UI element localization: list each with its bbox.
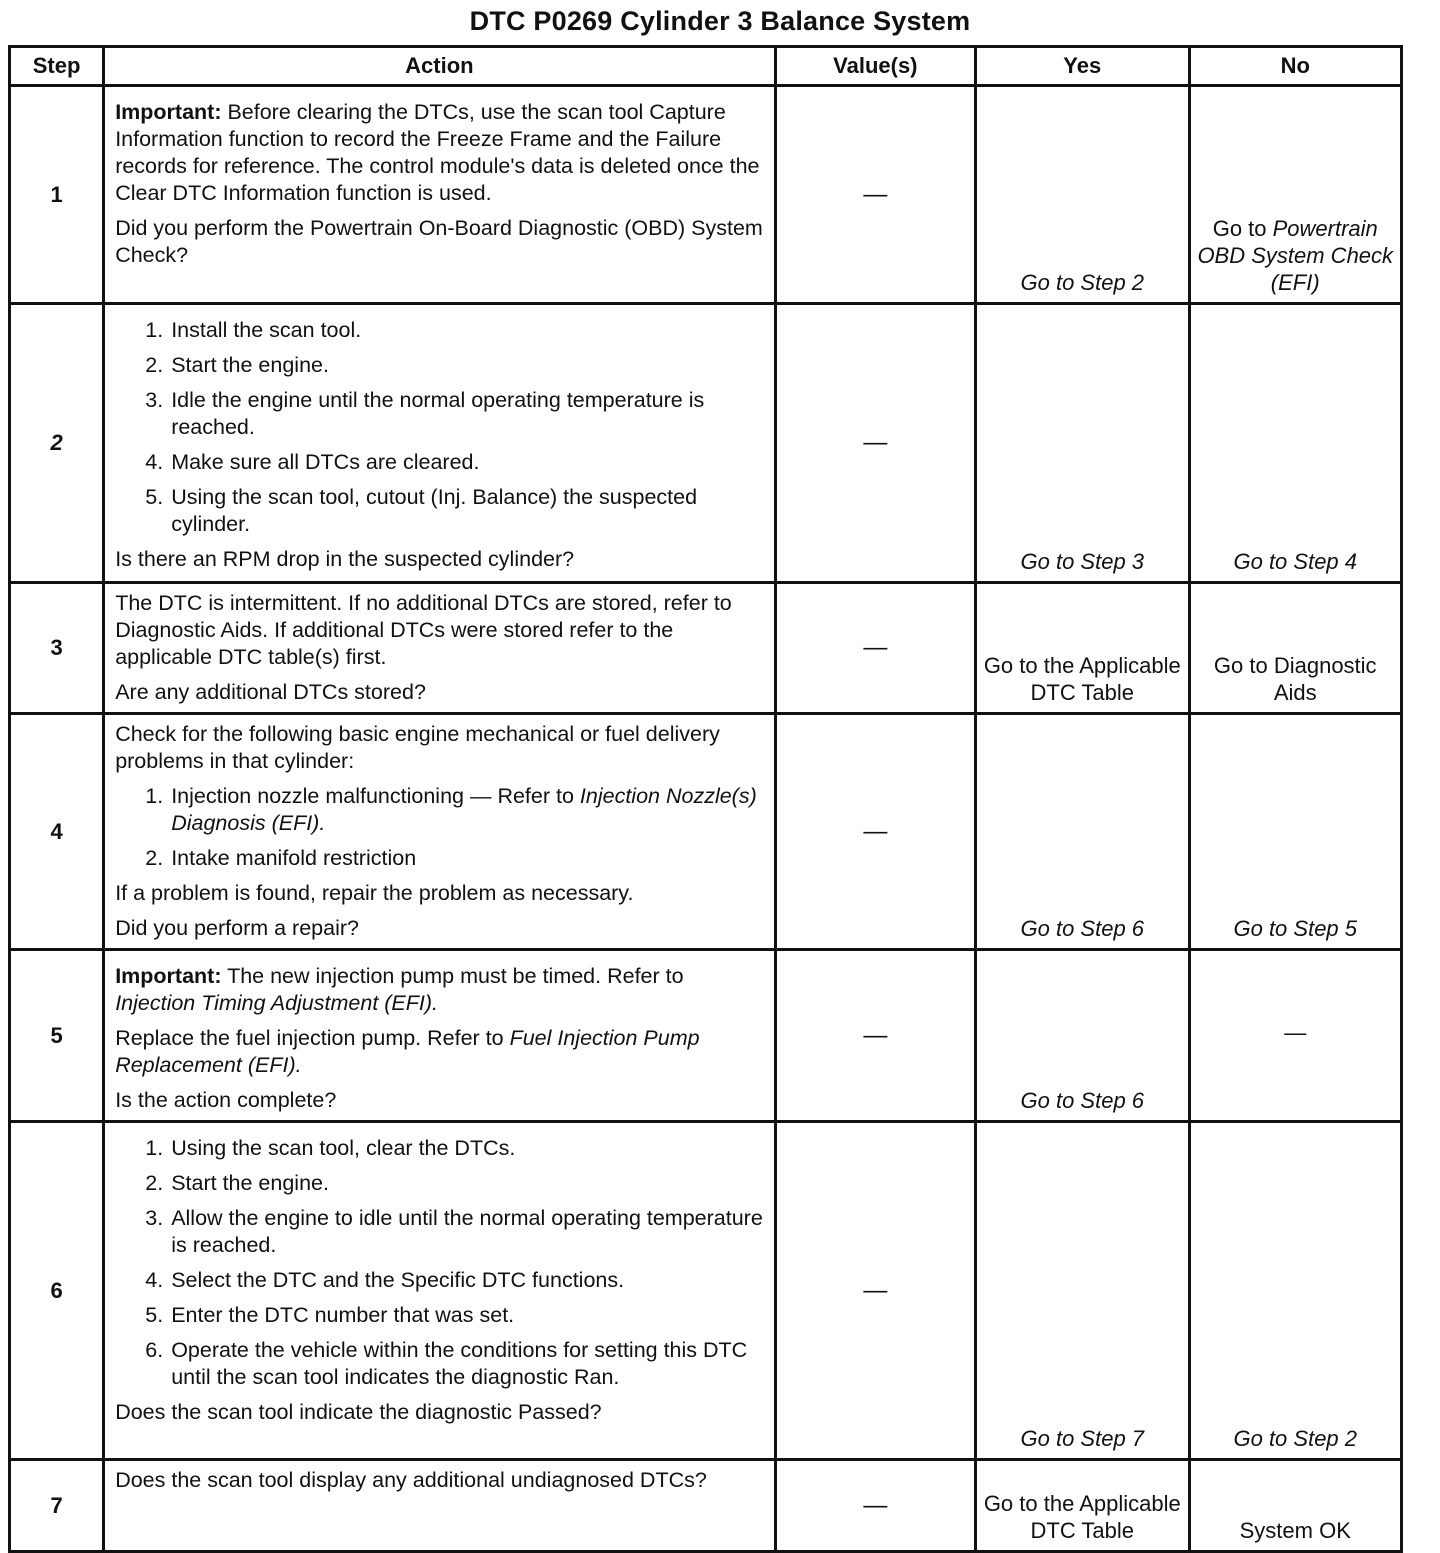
list-item-text: Injection nozzle malfunctioning — Refer to — [171, 784, 580, 808]
yes-cell: Go to Step 6 — [976, 714, 1189, 950]
action-text — [115, 1025, 763, 1079]
value-cell: — — [775, 1460, 975, 1552]
step-number: 6 — [10, 1122, 104, 1460]
header-values: Value(s) — [775, 47, 975, 86]
action-note: If a problem is found, repair the problem as necessary. — [115, 881, 634, 905]
action-cell — [104, 1122, 775, 1460]
step-number: 1 — [10, 86, 104, 304]
list-item: 2. Start the engine. — [169, 352, 763, 379]
header-no: No — [1189, 47, 1402, 86]
table-row — [10, 1122, 1402, 1460]
no-cell: Go to Step 4 — [1189, 304, 1402, 583]
action-cell — [104, 304, 775, 583]
value-cell: — — [775, 583, 975, 714]
no-cell: Go to Step 2 — [1189, 1122, 1402, 1460]
no-cell: System OK — [1189, 1460, 1402, 1552]
header-yes: Yes — [976, 47, 1189, 86]
step-number: 5 — [10, 950, 104, 1122]
header-action: Action — [104, 47, 775, 86]
action-cell — [104, 950, 775, 1122]
yes-cell: Go to Step 3 — [976, 304, 1189, 583]
action-cell — [104, 1460, 775, 1552]
list-item: 4. Select the DTC and the Specific DTC functions. — [169, 1267, 763, 1294]
table-row — [10, 1460, 1402, 1552]
yes-cell: Go to Step 2 — [976, 86, 1189, 304]
list-item: 6. Operate the vehicle within the conditions for setting this DTC until the scan tool indicates the diagnostic Ran. — [169, 1337, 763, 1391]
action-question: Did you perform the Powertrain On-Board Diagnostic (OBD) System Check? — [115, 216, 763, 267]
important-text: The new injection pump must be timed. Refer to — [221, 964, 684, 988]
value-cell: — — [775, 950, 975, 1122]
action-question: Did you perform a repair? — [115, 916, 359, 940]
yes-cell: Go to Step 7 — [976, 1122, 1189, 1460]
list-item-reference: Injection Nozzle(s) Diagnosis (EFI). — [171, 784, 757, 835]
page-title: DTC P0269 Cylinder 3 Balance System — [469, 6, 971, 36]
value-cell: — — [775, 1122, 975, 1460]
table-row — [10, 714, 1402, 950]
table-row — [10, 583, 1402, 714]
yes-cell: Go to the Applicable DTC Table — [976, 583, 1189, 714]
table-header-row — [10, 47, 1402, 86]
list-item: 3. Idle the engine until the normal operating temperature is reached. — [169, 387, 763, 441]
list-item: 3. Allow the engine to idle until the normal operating temperature is reached. — [169, 1205, 763, 1259]
list-item: 5. Enter the DTC number that was set. — [169, 1302, 763, 1329]
action-question: Is there an RPM drop in the suspected cylinder? — [115, 547, 575, 571]
list-item: 1. Using the scan tool, clear the DTCs. — [169, 1135, 763, 1162]
important-note — [115, 99, 763, 207]
action-question: Does the scan tool display any additional undiagnosed DTCs? — [115, 1468, 707, 1492]
action-question: Is the action complete? — [115, 1088, 337, 1112]
no-cell: Go to Step 5 — [1189, 714, 1402, 950]
no-cell — [1189, 86, 1402, 304]
replace-reference: Fuel Injection Pump Replacement (EFI). — [115, 1026, 700, 1077]
diagnostic-table — [8, 45, 1403, 1553]
list-item: 2. Start the engine. — [169, 1170, 763, 1197]
list-item — [169, 783, 763, 837]
important-label: Important: — [115, 100, 222, 124]
yes-cell: Go to Step 6 — [976, 950, 1189, 1122]
replace-text: Replace the fuel injection pump. Refer to — [115, 1026, 510, 1050]
important-label: Important: — [115, 964, 222, 988]
procedure-list — [115, 783, 763, 872]
step-number: 7 — [10, 1460, 104, 1552]
list-item: 2. Intake manifold restriction — [169, 845, 763, 872]
header-step: Step — [10, 47, 104, 86]
action-question: Are any additional DTCs stored? — [115, 680, 426, 704]
no-cell: — — [1189, 950, 1402, 1122]
table-row — [10, 304, 1402, 583]
step-number: 2 — [10, 304, 104, 583]
value-cell: — — [775, 714, 975, 950]
table-row — [10, 86, 1402, 304]
important-note — [115, 963, 763, 1017]
action-intro: Check for the following basic engine mechanical or fuel delivery problems in that cylinder: — [115, 722, 720, 773]
no-cell: Go to Diagnostic Aids — [1189, 583, 1402, 714]
action-text: The DTC is intermittent. If no additional DTCs are stored, refer to Diagnostic Aids. If additional DTCs were stored refer to the applicable DTC table(s) first. — [115, 591, 732, 669]
yes-cell: Go to the Applicable DTC Table — [976, 1460, 1189, 1552]
important-reference: Injection Timing Adjustment (EFI). — [115, 991, 439, 1015]
list-item: 1. Install the scan tool. — [169, 317, 763, 344]
step-number: 3 — [10, 583, 104, 714]
procedure-list — [115, 317, 763, 538]
action-question: Does the scan tool indicate the diagnostic Passed? — [115, 1400, 602, 1424]
value-cell: — — [775, 304, 975, 583]
action-cell — [104, 583, 775, 714]
no-prefix: Go to — [1212, 216, 1273, 241]
value-cell: — — [775, 86, 975, 304]
no-link: Powertrain OBD System Check (EFI) — [1197, 216, 1394, 295]
list-item: 5. Using the scan tool, cutout (Inj. Balance) the suspected cylinder. — [169, 484, 763, 538]
action-cell — [104, 86, 775, 304]
step-number: 4 — [10, 714, 104, 950]
table-row — [10, 950, 1402, 1122]
procedure-list — [115, 1135, 763, 1391]
action-cell — [104, 714, 775, 950]
important-text: Before clearing the DTCs, use the scan tool Capture Information function to record the Freeze Frame and the Failure records for reference. The control module's data is deleted once the Clear DTC Information function is used. — [115, 100, 760, 205]
list-item: 4. Make sure all DTCs are cleared. — [169, 449, 763, 476]
